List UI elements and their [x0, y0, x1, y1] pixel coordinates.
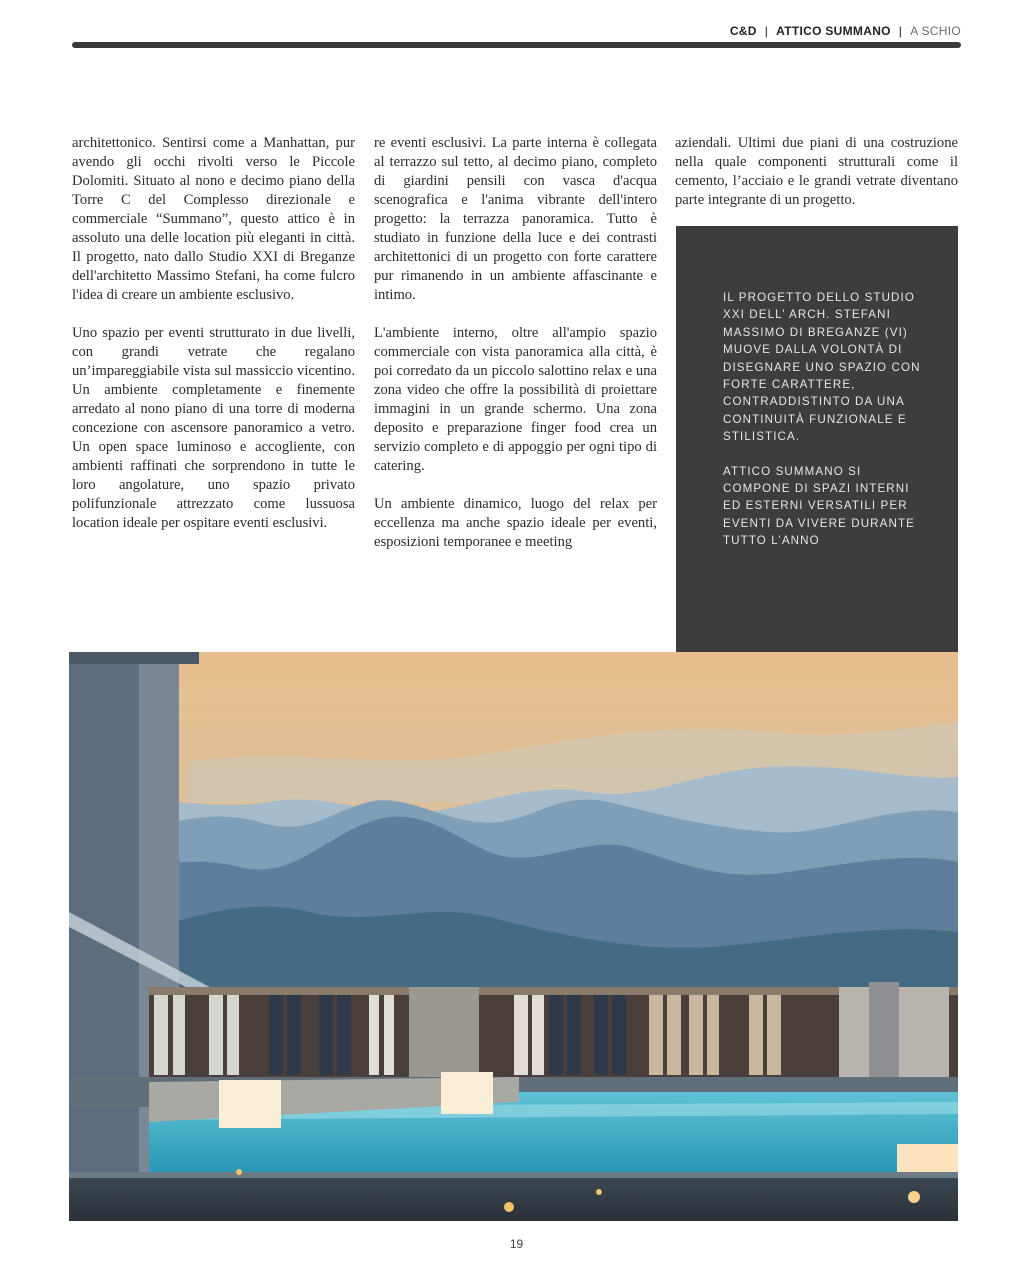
pull-quote-paragraph: IL PROGETTO DELLO STUDIO XXI DELL’ ARCH. STEFANI MASSIMO DI BREGANZE (VI) MUOVE DALLA VOLONTÀ DI DISEGNARE UNO SPAZIO CON FORTE CARATTERE, CONTRADDISTINTO DA UNA CONTINUITÀ FUNZIONALE E STILISTICA.: [723, 291, 921, 444]
paragraph: L'ambiente interno, oltre all'ampio spazio commerciale con vista panoramica alla città, è poi corredato da un piccolo salottino relax e una zona video che offre la possibilità di proiettare immagini in un grande schermo. Una zona deposito e preparazione finger food crea un servizio completo e di appoggio per ogni tipo di catering.: [374, 325, 657, 474]
article-name: ATTICO SUMMANO: [776, 24, 891, 38]
text-column-1: [72, 134, 355, 552]
paragraph: Uno spazio per eventi strutturato in due livelli, con grandi vetrate che regalano un’impareggiabile vista sul massiccio vicentino. Un ambiente completamente e finemente arredato al nono piano di una torre di moderna concezione con ascensore panoramico a vetro. Un open space luminoso e accogliente, con ambienti raffinati che sorprendono in tutte le loro angolature, uno spazio privato polifunzionale attrezzato come lussuosa location ideale per ospitare eventi esclusivi.: [72, 325, 355, 531]
page-number: 19: [509, 1237, 524, 1251]
magazine-name: C&D: [729, 24, 757, 38]
pull-quote-box: [676, 226, 958, 652]
rooftop-pool-photo: [69, 652, 958, 1221]
running-header: [730, 24, 961, 38]
text-column-3: [675, 134, 958, 229]
header-rule: [72, 42, 961, 48]
header-separator: |: [764, 24, 769, 38]
paragraph: aziendali. Ultimi due piani di una costruzione nella quale componenti strutturali come il cemento, l’acciaio e le grandi vetrate diventano parte integrante di un progetto.: [675, 135, 958, 208]
paragraph: re eventi esclusivi. La parte interna è collegata al terrazzo sul tetto, al decimo piano, completo di giardini pensili con vasca d'acqua scenografica e l'anima vibrante dell'intero progetto: la terrazza panoramica. Tutto è studiato in funzione della luce e dei contrasti architettonici di un progetto con forte carattere pur rimanendo in un ambiente affascinante e intimo.: [374, 135, 657, 303]
pull-quote-text: [723, 289, 923, 567]
paragraph: Un ambiente dinamico, luogo del relax per eccellenza ma anche spazio ideale per eventi, esposizioni temporanee e meeting: [374, 496, 657, 550]
text-column-2: [374, 134, 657, 571]
article-location: A SCHIO: [910, 24, 961, 38]
paragraph: architettonico. Sentirsi come a Manhattan, pur avendo gli occhi rivolti verso le Piccole Dolomiti. Situato al nono e decimo piano della Torre C del Complesso direzionale e commerciale “Summano”, questo attico è in assoluto una delle location più eleganti in città. Il progetto, nato dallo Studio XXI di Breganze dell'architetto Massimo Stefani, ha come fulcro l'idea di creare un ambiente esclusivo.: [72, 135, 355, 303]
pull-quote-paragraph: ATTICO SUMMANO SI COMPONE DI SPAZI INTERNI ED ESTERNI VERSATILI PER EVENTI DA VIVERE DURANTE TUTTO L’ANNO: [723, 464, 915, 548]
header-separator: |: [898, 24, 903, 38]
